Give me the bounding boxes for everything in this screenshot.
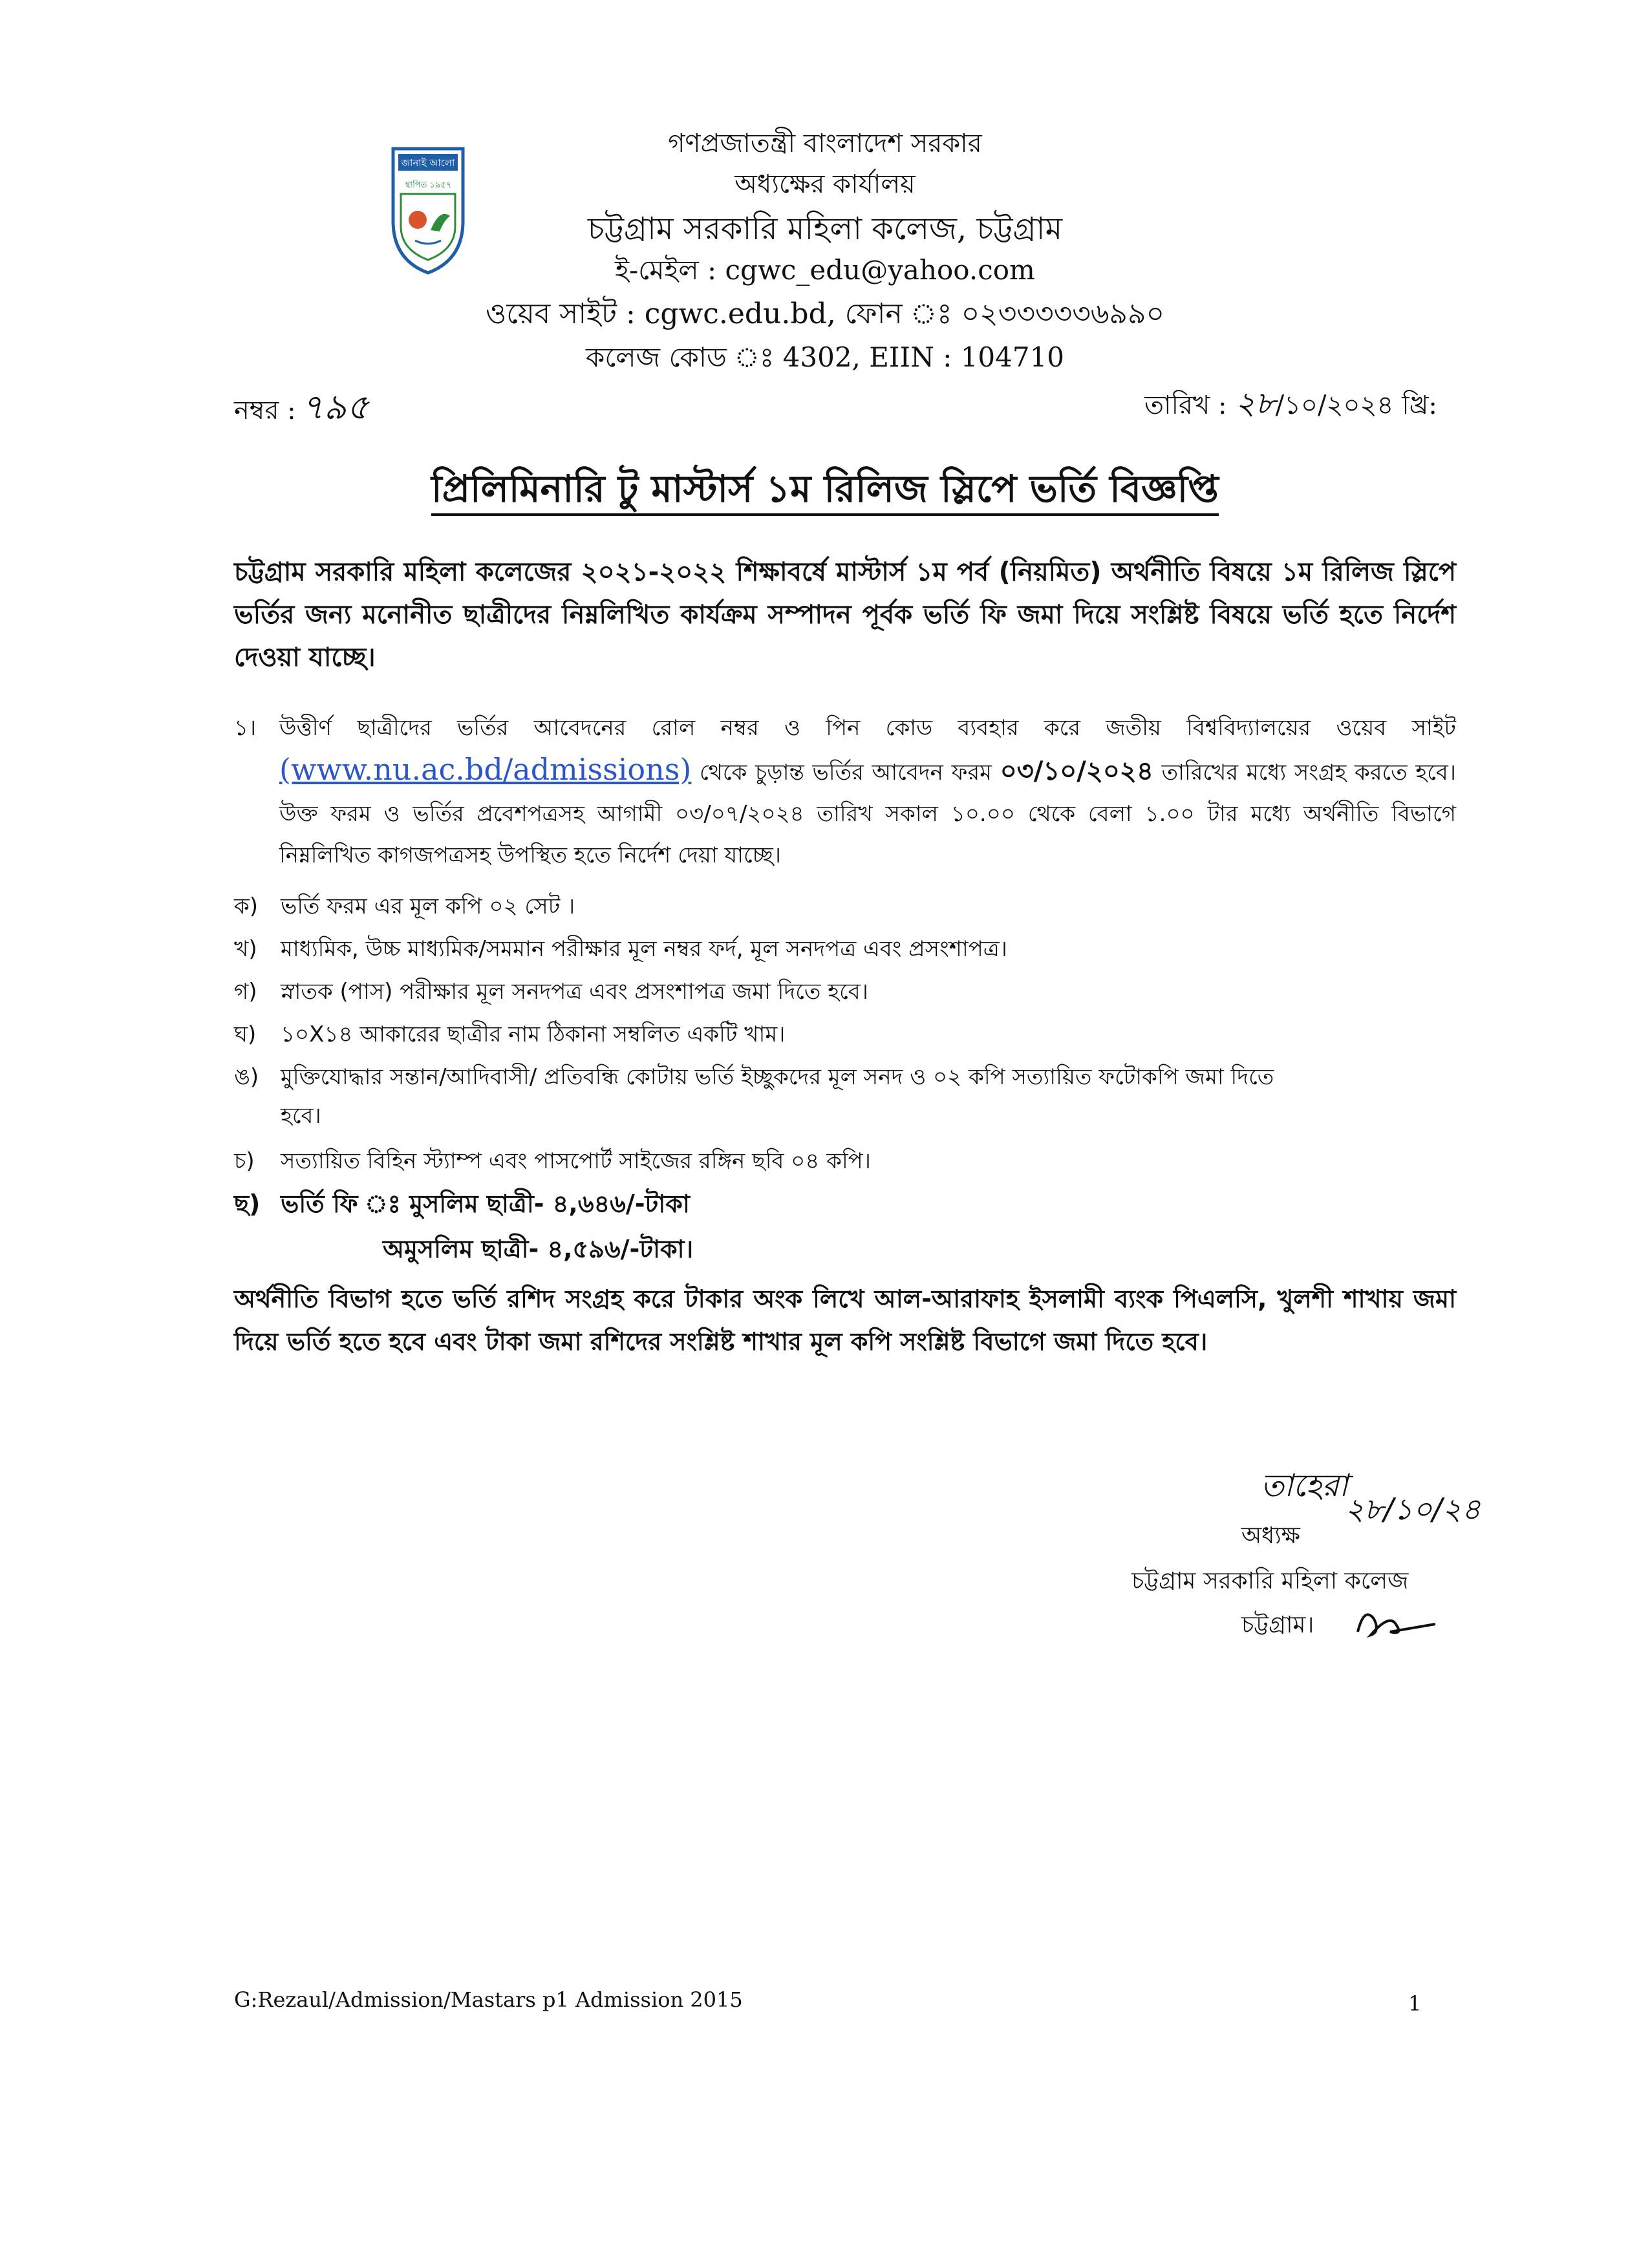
closing-paragraph: অর্থনীতি বিভাগ হতে ভর্তি রশিদ সংগ্রহ করে টাকার অংক লিখে আল-আরাফাহ ইসলামী ব্যংক পিএলসি, খুলশী শাখায় জমা দিয়ে ভর্তি হতে হবে এবং টাকা জমা রশিদের সংশ্লিষ্ট শাখার মূল কপি সংশ্লিষ্ট বিভাগে জমা দিতে হবে।	[234, 1285, 1456, 1356]
memo-number-handwritten: ৭৯৫	[301, 387, 369, 427]
email-line: ই-মেইল : cgwc_edu@yahoo.com	[615, 254, 1035, 286]
date-handwritten-day: ২৮	[1235, 385, 1276, 422]
date-label: তারিখ :	[1144, 390, 1227, 420]
fees-muslim: ভর্তি ফি ঃ মুসলিম ছাত্রী- ৪,৬৪৬/-টাকা	[281, 1190, 690, 1218]
list-item: ঘ) ১০X১৪ আকারের ছাত্রীর নাম ঠিকানা সম্বলিত একটি খাম।	[234, 1022, 786, 1047]
signatory-role: অধ্যক্ষ	[1241, 1523, 1300, 1549]
college-name: চট্টগ্রাম সরকারি মহিলা কলেজ, চট্টগ্রাম	[587, 211, 1063, 247]
college-code-line: কলেজ কোড ঃ 4302, EIIN : 104710	[585, 341, 1065, 373]
nu-admissions-link[interactable]: (www.nu.ac.bd/admissions)	[279, 752, 692, 787]
list-item: গ) স্নাতক (পাস) পরীক্ষার মূল সনদপত্র এবং প্রসংশাপত্র জমা দিতে হবে।	[234, 979, 868, 1005]
logo-year-text: স্থাপিত ১৯৫৭	[404, 180, 452, 190]
notice-title: প্রিলিমিনারি টু মাস্টার্স ১ম রিলিজ স্লিপে ভর্তি বিজ্ঞপ্তি	[0, 460, 1650, 523]
logo-flame-icon	[409, 211, 427, 229]
college-logo	[389, 144, 467, 277]
fees-non-muslim: অমুসলিম ছাত্রী- ৪,৫৯৬/-টাকা।	[383, 1235, 694, 1263]
website-phone-line: ওয়েব সাইট : cgwc.edu.bd, ফোন ঃ ০২৩৩৩৩৩৬৯৯০	[485, 297, 1165, 330]
file-path-footer: G:Rezaul/Admission/Mastars p1 Admission 2015	[234, 1987, 743, 2012]
memo-number	[234, 380, 369, 438]
item-1-text-b: থেকে চুড়ান্ত ভর্তির আবেদন ফরম	[700, 760, 992, 786]
memo-date	[1144, 380, 1437, 431]
page-number: 1	[1408, 1991, 1422, 2016]
memo-label: নম্বর :	[234, 396, 296, 425]
signatory-city: চট্টগ্রাম।	[1241, 1612, 1314, 1638]
office-line: অধ্যক্ষের কার্যালয়	[734, 169, 916, 199]
fees-marker: ছ)	[234, 1190, 261, 1218]
item-1-text-a: উত্তীর্ণ ছাত্রীদের ভর্তির আবেদনের রোল নম্বর ও পিন কোড ব্যবহার করে জতীয় বিশ্ববিদ্যালয়ের ওয়েব সাইট	[279, 715, 1456, 741]
govt-line: গণপ্রজাতন্ত্রী বাংলাদেশ সরকার	[668, 129, 982, 158]
instruction-item-1	[234, 707, 1456, 876]
item-1-text-c: তারিখের মধ্যে সংগ্রহ করতে হবে। উক্ত ফরম ও ভর্তির প্রবেশপত্রসহ আগামী ০৩/০৭/২০২৪ তারিখ সকাল ১০.০০ থেকে বেলা ১.০০ টার মধ্যে অর্থনীতি বিভাগে নিম্নলিখিত কাগজপত্রসহ উপস্থিত হতে নির্দেশ দেয়া যাচ্ছে।	[279, 760, 1456, 868]
list-item: খ) মাধ্যমিক, উচ্চ মাধ্যমিক/সমমান পরীক্ষার মূল নম্বর ফর্দ, মূল সনদপত্র এবং প্রসংশাপত্র।	[234, 936, 1007, 962]
fees-item	[234, 1184, 1456, 1223]
form-deadline: ০৩/১০/২০২৪	[1000, 756, 1153, 786]
date-rest: /১০/২০২৪ খ্রি:	[1275, 390, 1437, 420]
signatory-org: চট্টগ্রাম সরকারি মহিলা কলেজ	[1131, 1568, 1409, 1594]
logo-top-text: জানাই আলো	[401, 157, 455, 169]
initials-mark	[1345, 1599, 1442, 1645]
list-item: চ) সত্যায়িত বিহিন স্ট্যাম্প এবং পাসপোর্ট সাইজের রঙ্গিন ছবি ০৪ কপি।	[234, 1148, 871, 1174]
handwritten-sign-date: ২৮/১০/২৪	[1345, 1492, 1481, 1526]
item-1-number: ১।	[234, 715, 257, 741]
list-item: ঙ) মুক্তিযোদ্ধার সন্তান/আদিবাসী/ প্রতিবন্ধি কোটায় ভর্তি ইচ্ছুকদের মূল সনদ ও ০২ কপি সত্যায়িত ফটোকপি জমা দিতে হবে।	[234, 1064, 1274, 1129]
handwritten-signature: তাহেরা	[1261, 1468, 1348, 1504]
list-item: ক) ভর্তি ফরম এর মূল কপি ০২ সেট ।	[234, 893, 575, 919]
intro-paragraph: চট্টগ্রাম সরকারি মহিলা কলেজের ২০২১-২০২২ শিক্ষাবর্ষে মাস্টার্স ১ম পর্ব (নিয়মিত) অর্থনীতি বিষয়ে ১ম রিলিজ স্লিপে ভর্তির জন্য মনোনীত ছাত্রীদের নিম্নলিখিত কার্যক্রম সম্পাদন পূর্বক ভর্তি ফি জমা দিয়ে সংশ্লিষ্ট বিষয়ে ভর্তি হতে নির্দেশ দেওয়া যাচ্ছে।	[234, 557, 1456, 672]
